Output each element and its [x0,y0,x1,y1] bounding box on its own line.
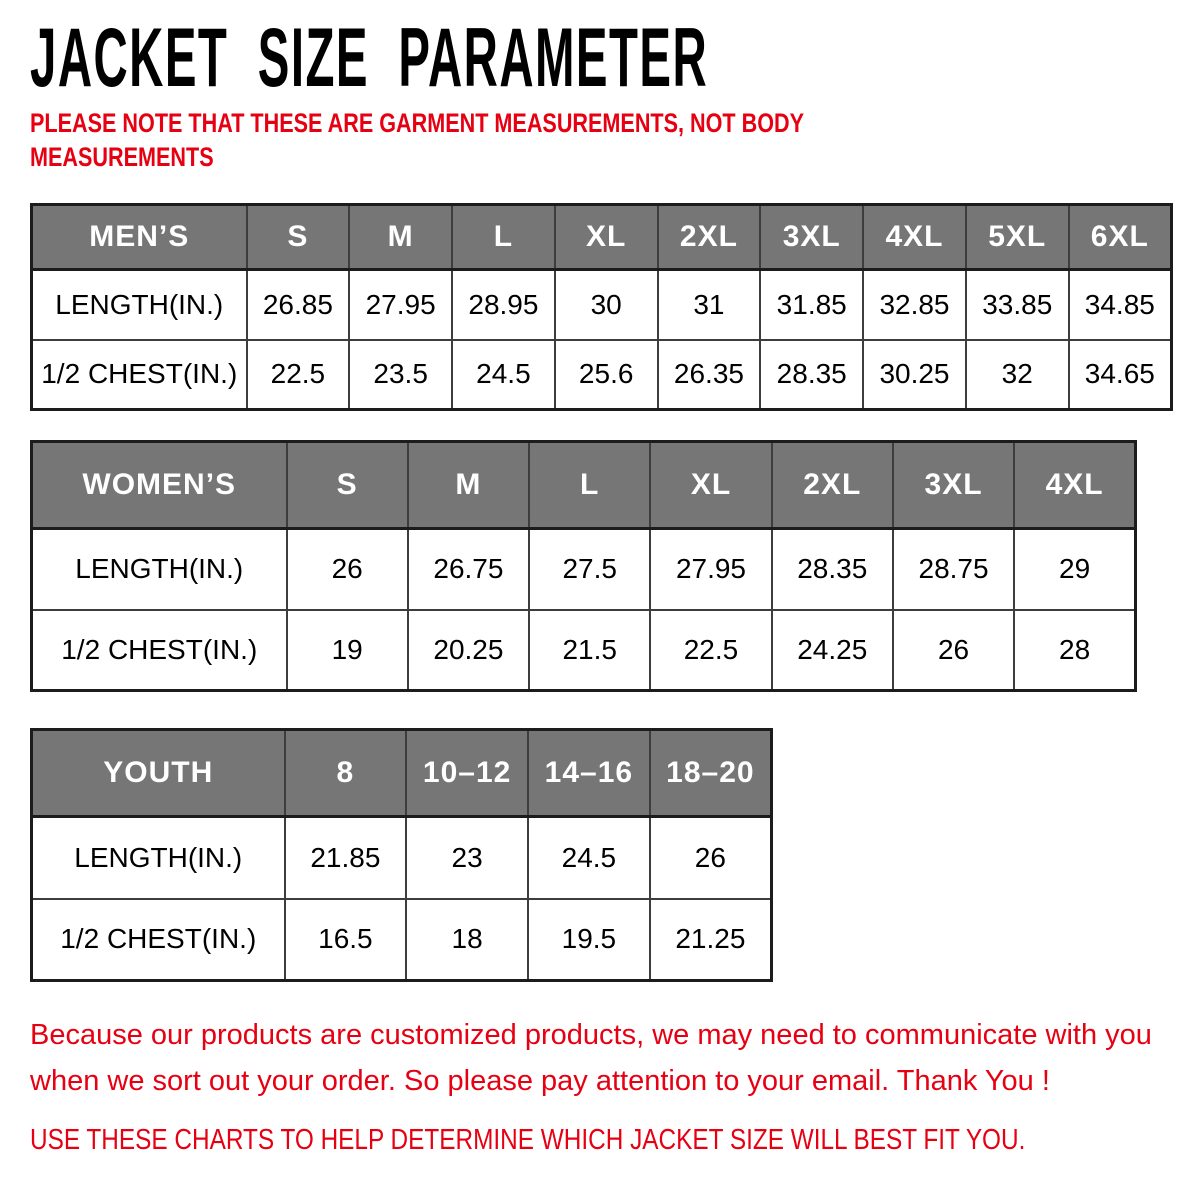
table-title-cell: MEN’S [32,205,247,270]
measurement-row [32,817,772,899]
size-value-cell: 26 [650,817,772,899]
size-value-cell: 34.85 [1069,270,1172,340]
size-value-cell: 31.85 [760,270,863,340]
size-value-cell: 32 [966,340,1069,410]
page-title: JACKET SIZE PARAMETER [30,10,709,105]
customization-note [30,1012,1200,1104]
size-value-cell: 29 [1014,529,1135,610]
header-row [32,730,772,817]
size-value-cell: 28.95 [452,270,555,340]
size-value-cell: 27.5 [529,529,650,610]
size-value-cell: 24.5 [452,340,555,410]
size-value-cell: 24.5 [528,817,650,899]
size-value-cell: 28.35 [772,529,893,610]
size-value-cell: 23.5 [349,340,452,410]
size-value-cell: 27.95 [349,270,452,340]
size-column-header: 2XL [658,205,761,270]
size-column-header: 10–12 [406,730,528,817]
size-column-header: M [408,442,529,529]
size-value-cell: 30.25 [863,340,966,410]
size-column-header: 2XL [772,442,893,529]
size-column-header: 4XL [1014,442,1135,529]
size-value-cell: 28.75 [893,529,1014,610]
mens-size-table [30,203,1173,411]
size-value-cell: 26 [287,529,408,610]
size-column-header: 14–16 [528,730,650,817]
size-value-cell: 22.5 [247,340,350,410]
row-label: 1/2 CHEST(IN.) [32,340,247,410]
size-value-cell: 24.25 [772,610,893,691]
size-value-cell: 19 [287,610,408,691]
measurement-row [32,899,772,981]
size-column-header: 8 [285,730,407,817]
size-column-header: 3XL [893,442,1014,529]
note-line: MEASUREMENTS [30,142,214,172]
size-column-header: XL [650,442,771,529]
size-column-header: 4XL [863,205,966,270]
size-value-cell: 20.25 [408,610,529,691]
measurement-row [32,529,1136,610]
size-column-header: S [287,442,408,529]
footer-line: when we sort out your order. So please pay attention to your email. Thank You ! [30,1065,1050,1097]
size-column-header: 18–20 [650,730,772,817]
header-row [32,442,1136,529]
size-value-cell: 19.5 [528,899,650,981]
size-column-header: M [349,205,452,270]
table-title-cell: YOUTH [32,730,285,817]
size-column-header: XL [555,205,658,270]
row-label: 1/2 CHEST(IN.) [32,610,287,691]
size-value-cell: 23 [406,817,528,899]
size-value-cell: 27.95 [650,529,771,610]
size-value-cell: 33.85 [966,270,1069,340]
size-value-cell: 16.5 [285,899,407,981]
footer-line: Because our products are customized products, we may need to communicate with you [30,1019,1152,1051]
size-value-cell: 28.35 [760,340,863,410]
table-title-cell: WOMEN’S [32,442,287,529]
usage-note: USE THESE CHARTS TO HELP DETERMINE WHICH JACKET SIZE WILL BEST FIT YOU. [30,1124,1026,1156]
size-value-cell: 25.6 [555,340,658,410]
size-value-cell: 26.75 [408,529,529,610]
garment-measurement-note [30,106,1200,174]
size-value-cell: 28 [1014,610,1135,691]
size-value-cell: 21.25 [650,899,772,981]
size-column-header: L [452,205,555,270]
size-value-cell: 34.65 [1069,340,1172,410]
size-value-cell: 26 [893,610,1014,691]
row-label: LENGTH(IN.) [32,529,287,610]
size-value-cell: 22.5 [650,610,771,691]
size-value-cell: 26.35 [658,340,761,410]
measurement-row [32,610,1136,691]
size-value-cell: 30 [555,270,658,340]
size-column-header: 3XL [760,205,863,270]
measurement-row [32,270,1172,340]
header-row [32,205,1172,270]
row-label: LENGTH(IN.) [32,817,285,899]
measurement-row [32,340,1172,410]
size-column-header: L [529,442,650,529]
row-label: 1/2 CHEST(IN.) [32,899,285,981]
womens-size-table [30,440,1137,692]
size-value-cell: 26.85 [247,270,350,340]
size-value-cell: 32.85 [863,270,966,340]
size-value-cell: 21.85 [285,817,407,899]
size-value-cell: 21.5 [529,610,650,691]
size-value-cell: 18 [406,899,528,981]
youth-size-table [30,728,773,982]
size-value-cell: 31 [658,270,761,340]
row-label: LENGTH(IN.) [32,270,247,340]
size-column-header: S [247,205,350,270]
size-column-header: 5XL [966,205,1069,270]
note-line: PLEASE NOTE THAT THESE ARE GARMENT MEASUREMENTS, NOT BODY [30,108,805,138]
size-column-header: 6XL [1069,205,1172,270]
